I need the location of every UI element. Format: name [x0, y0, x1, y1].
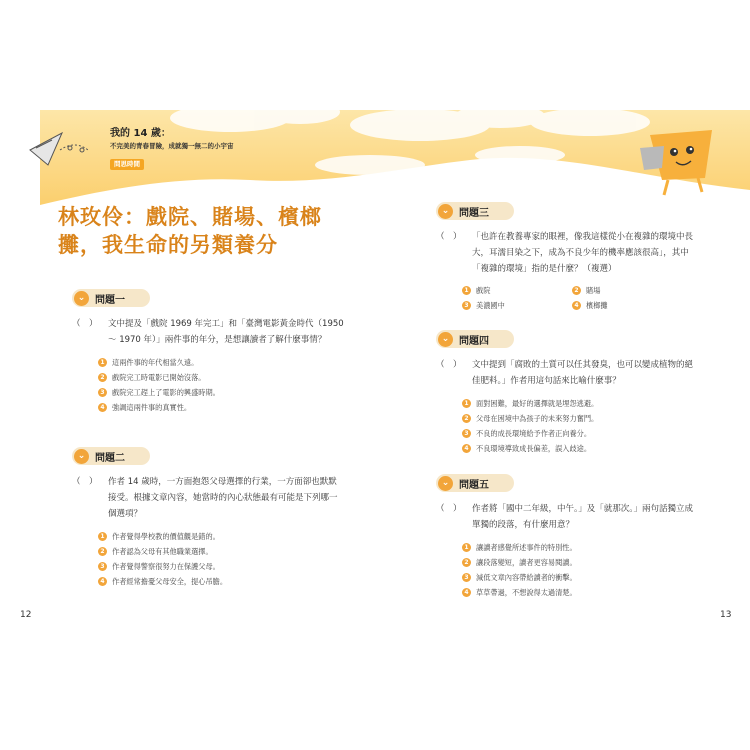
chevron-down-icon: ⌄	[74, 449, 89, 464]
header-badge: 問思時間	[110, 159, 144, 170]
banner-art	[0, 0, 750, 230]
question-label: 問題四	[459, 335, 489, 347]
question-5	[436, 474, 698, 600]
page-number-left: 12	[20, 610, 32, 620]
option-2: 2 戲院完工時電影已開始沒落。	[98, 370, 344, 385]
answer-blank: （ ）	[436, 360, 462, 370]
question-label: 問題一	[95, 294, 125, 306]
question-4	[436, 330, 698, 456]
question-text: 作者將「國中二年級，中午。」及「就那次。」兩句話獨立成單獨的段落，有什麼用意？	[472, 504, 694, 530]
question-3	[436, 202, 698, 313]
question-text: 文中提到「腐敗的土質可以任其發臭，也可以變成植物的絕佳肥料。」作者用這句話來比喻什麼事？	[472, 360, 694, 386]
option-4: 4 不良環境導致成長偏差，誤入歧途。	[462, 441, 698, 456]
options-list	[462, 396, 698, 456]
question-label-pill	[436, 330, 514, 348]
chevron-down-icon: ⌄	[74, 291, 89, 306]
option-2: 2 讓段落變短，讀者更容易閱讀。	[462, 555, 698, 570]
answer-blank: （ ）	[72, 477, 98, 487]
option-1: 1 面對困難，最好的選擇就是埋怨逃避。	[462, 396, 698, 411]
chevron-down-icon: ⌄	[438, 476, 453, 491]
option-2: 2 作者認為父母有其他職業選擇。	[98, 544, 344, 559]
chevron-down-icon: ⌄	[438, 332, 453, 347]
option-4: 4 檳榔攤	[572, 298, 682, 313]
answer-blank: （ ）	[436, 232, 462, 242]
page-number-right: 13	[720, 610, 732, 620]
question-text: 作者 14 歲時，一方面抱怨父母選擇的行業，一方面卻也默默接受。根據文章內容，她當時的內心狀態最有可能是下列哪一個選項？	[108, 477, 338, 519]
header-banner	[0, 0, 750, 230]
option-4: 4 草草帶過，不想說得太過清楚。	[462, 585, 698, 600]
option-3: 3 戲院完工趕上了電影的興盛時期。	[98, 385, 344, 400]
options-list	[98, 529, 344, 589]
header-subtitle: 不完美的青春冒險，成就獨一無二的小宇宙	[110, 142, 234, 150]
question-label-pill	[72, 447, 150, 465]
question-label-pill	[436, 474, 514, 492]
article-title: 林玫伶：戲院、賭場、檳榔攤，我生命的另類養分	[58, 204, 322, 257]
options-grid	[462, 283, 698, 313]
question-label: 問題三	[459, 207, 489, 219]
chevron-down-icon: ⌄	[438, 204, 453, 219]
option-1: 1 讓讀者感覺所述事件的特別性。	[462, 540, 698, 555]
option-1: 1 戲院	[462, 283, 572, 298]
question-label: 問題二	[95, 452, 125, 464]
question-2	[72, 447, 344, 589]
option-2: 2 父母在困境中為孩子的未來努力奮鬥。	[462, 411, 698, 426]
option-3: 3 美濃國中	[462, 298, 572, 313]
option-3: 3 作者覺得警察很努力在保護父母。	[98, 559, 344, 574]
question-label-pill	[72, 289, 150, 307]
option-2: 2 賭場	[572, 283, 682, 298]
answer-blank: （ ）	[436, 504, 462, 514]
question-text: 「也許在教養專家的眼裡，像我這樣從小在複雜的環境中長大，耳濡目染之下，成為不良少年的機率應該很高」，其中「複雜的環境」指的是什麼？（複選）	[472, 232, 694, 274]
header-text	[110, 128, 360, 170]
question-text: 文中提及「戲院 1969 年完工」和「臺灣電影黃金時代（1950 ～ 1970 年）」兩件事的年分，是想讓讀者了解什麼事情？	[108, 319, 344, 345]
option-4: 4 強調這兩件事的真實性。	[98, 400, 344, 415]
answer-blank: （ ）	[72, 319, 98, 329]
options-list	[98, 355, 344, 415]
option-1: 1 作者覺得學校教的價值觀是錯的。	[98, 529, 344, 544]
option-3: 3 減低文章內容帶給讀者的衝擊。	[462, 570, 698, 585]
option-1: 1 這兩件事的年代相當久遠。	[98, 355, 344, 370]
question-label: 問題五	[459, 479, 489, 491]
options-list	[462, 540, 698, 600]
header-title: 我的 14 歲：	[110, 128, 171, 139]
question-label-pill	[436, 202, 514, 220]
question-1	[72, 289, 344, 415]
option-3: 3 不良的成長環境給予作者正向養分。	[462, 426, 698, 441]
option-4: 4 作者經常擔憂父母安全，提心吊膽。	[98, 574, 344, 589]
